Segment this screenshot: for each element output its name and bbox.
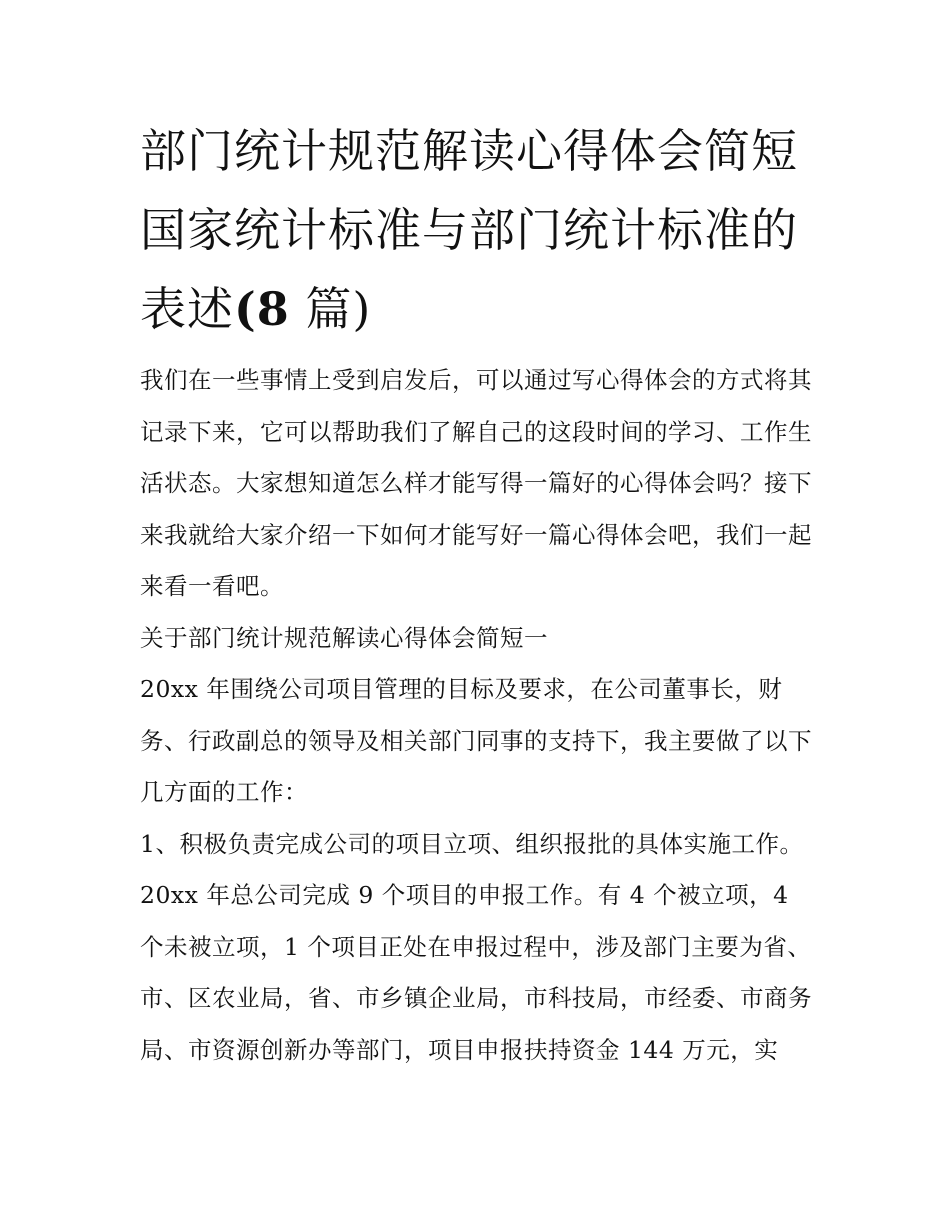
intro-paragraph: 我们在一些事情上受到启发后，可以通过写心得体会的方式将其记录下来，它可以帮助我们了解自己的这段时间的学习、工作生活状态。大家想知道怎么样才能写得一篇好的心得体会吗？接下来我就给大家介绍一下如何才能写好一篇心得体会吧，我们一起来看一看吧。 xyxy=(140,366,812,600)
project-details-paragraph: 20xx 年总公司完成 9 个项目的申报工作。有 4 个被立项，4 个未被立项，1 个项目正处在申报过程中，涉及部门主要为省、市、区农业局，省、市乡镇企业局，市科技局，市经委、市商务局、市资源创新办等部门，项目申报扶持资金 144 万元，实 xyxy=(140,881,812,1064)
title-count: (8 xyxy=(234,282,290,336)
section-heading: 关于部门统计规范解读心得体会简短一 xyxy=(140,623,548,652)
work-item-1: 1、积极负责完成公司的项目立项、组织报批的具体实施工作。 xyxy=(140,829,804,858)
document-body xyxy=(140,112,820,1076)
title-text: 部门统计规范解读心得体会简短 国家统计标准与部门统计标准的表述 xyxy=(140,124,798,336)
work-summary-paragraph: 20xx 年围绕公司项目管理的目标及要求，在公司董事长，财务、行政副总的领导及相关部门同事的支持下，我主要做了以下几方面的工作： xyxy=(140,675,812,806)
document-title xyxy=(140,112,820,349)
title-suffix: 篇) xyxy=(289,282,372,336)
